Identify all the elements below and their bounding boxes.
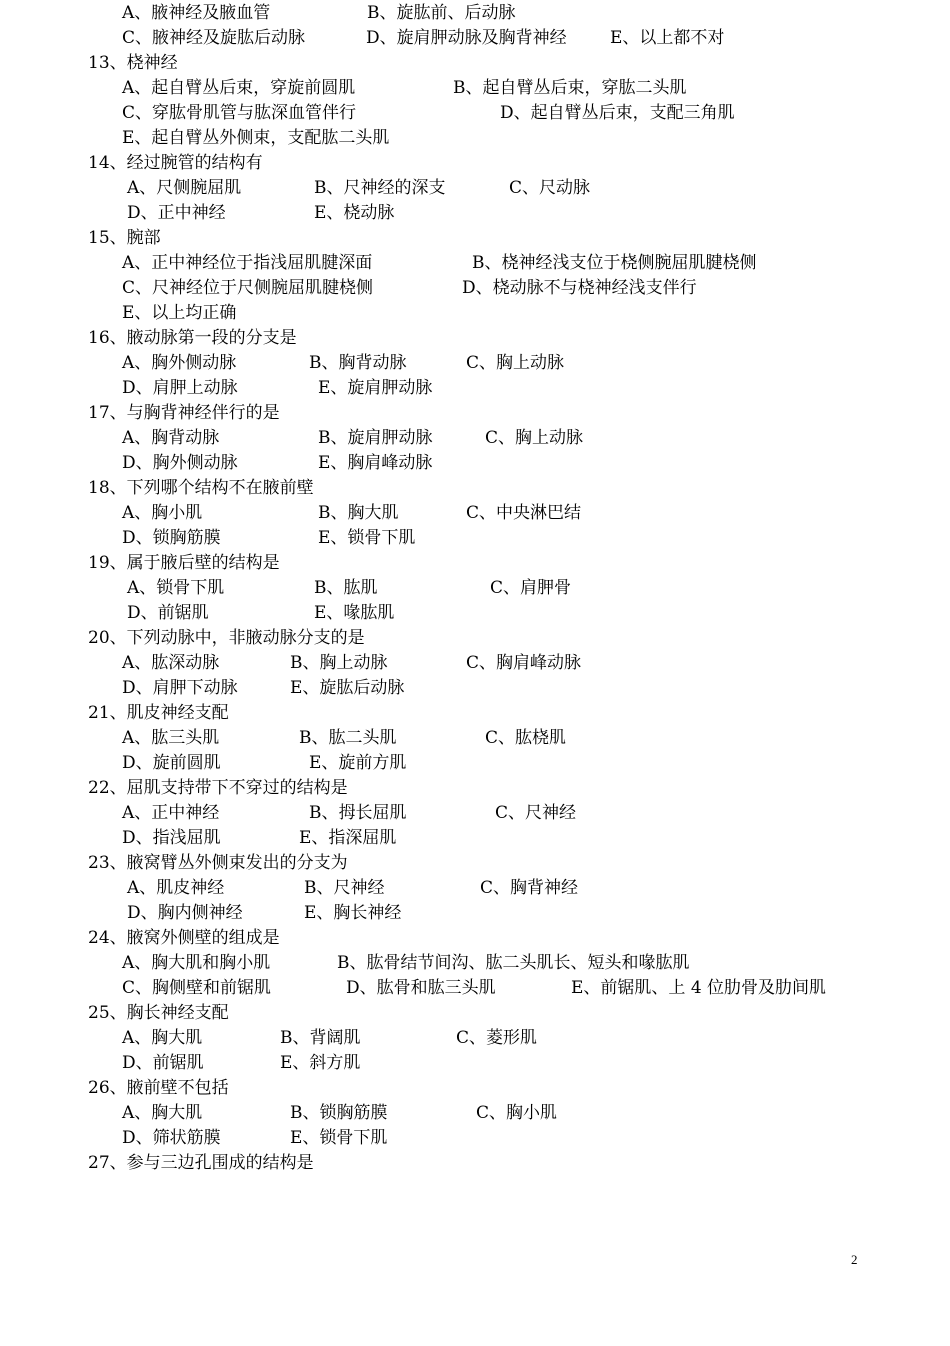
option: C、腋神经及旋肱后动脉 xyxy=(122,28,306,48)
option-line xyxy=(0,876,950,901)
option: A、起自臂丛后束，穿旋前圆肌 xyxy=(122,78,356,98)
option: D、正中神经 xyxy=(127,203,226,223)
option: C、菱形肌 xyxy=(456,1028,538,1048)
option-line xyxy=(0,751,950,776)
question-18-title: 18、下列哪个结构不在腋前壁 xyxy=(88,478,314,498)
question-21-title: 21、肌皮神经支配 xyxy=(88,703,229,723)
option-line xyxy=(0,676,950,701)
option: B、背阔肌 xyxy=(280,1028,361,1048)
option-line xyxy=(0,501,950,526)
option: A、肱三头肌 xyxy=(122,728,220,748)
option: D、胸外侧动脉 xyxy=(122,453,238,473)
option: C、中央淋巴结 xyxy=(466,503,582,523)
option: B、肱肌 xyxy=(314,578,378,598)
option-line xyxy=(0,1126,950,1151)
option-line xyxy=(0,351,950,376)
question-23-title: 23、腋窝臂丛外侧束发出的分支为 xyxy=(88,853,348,873)
option: B、旋肱前、后动脉 xyxy=(367,3,516,23)
option: D、锁胸筋膜 xyxy=(122,528,221,548)
question-title xyxy=(0,926,950,951)
question-25-title: 25、胸长神经支配 xyxy=(88,1003,229,1023)
option: D、桡动脉不与桡神经浅支伴行 xyxy=(462,278,697,298)
option: D、前锯肌 xyxy=(122,1053,204,1073)
option: B、拇长屈肌 xyxy=(309,803,407,823)
option: C、胸背神经 xyxy=(480,878,579,898)
option: E、旋肩胛动脉 xyxy=(318,378,433,398)
option-line xyxy=(0,76,950,101)
question-title xyxy=(0,776,950,801)
option: B、胸上动脉 xyxy=(290,653,388,673)
option: B、起自臂丛后束，穿肱二头肌 xyxy=(453,78,687,98)
question-19-title: 19、属于腋后壁的结构是 xyxy=(88,553,280,573)
option: A、胸大肌 xyxy=(122,1103,203,1123)
option-line xyxy=(0,826,950,851)
option: D、前锯肌 xyxy=(127,603,209,623)
option: E、锁骨下肌 xyxy=(318,528,416,548)
option: A、胸背动脉 xyxy=(122,428,220,448)
question-title xyxy=(0,151,950,176)
option: C、尺动脉 xyxy=(509,178,591,198)
option-line xyxy=(0,451,950,476)
option: A、锁骨下肌 xyxy=(127,578,225,598)
option: E、胸肩峰动脉 xyxy=(318,453,433,473)
question-title xyxy=(0,626,950,651)
question-24-title: 24、腋窝外侧壁的组成是 xyxy=(88,928,280,948)
option: B、肱骨结节间沟、肱二头肌长、短头和喙肱肌 xyxy=(337,953,690,973)
question-16-title: 16、腋动脉第一段的分支是 xyxy=(88,328,297,348)
question-title xyxy=(0,1151,950,1176)
option-line xyxy=(0,176,950,201)
question-17-title: 17、与胸背神经伴行的是 xyxy=(88,403,280,423)
option: C、胸小肌 xyxy=(476,1103,558,1123)
question-title xyxy=(0,476,950,501)
option-line xyxy=(0,276,950,301)
option-line xyxy=(0,526,950,551)
option: E、以上均正确 xyxy=(122,303,237,323)
option: C、穿肱骨肌管与肱深血管伴行 xyxy=(122,103,357,123)
option-line xyxy=(0,1026,950,1051)
question-title xyxy=(0,701,950,726)
option: E、旋肱后动脉 xyxy=(290,678,405,698)
option: A、胸外侧动脉 xyxy=(122,353,237,373)
option: A、腋神经及腋血管 xyxy=(122,3,271,23)
option: D、起自臂丛后束，支配三角肌 xyxy=(500,103,735,123)
option: D、指浅屈肌 xyxy=(122,828,221,848)
option: C、胸上动脉 xyxy=(466,353,565,373)
option: E、旋前方肌 xyxy=(309,753,407,773)
option-line xyxy=(0,951,950,976)
option: E、斜方肌 xyxy=(280,1053,361,1073)
option: A、胸大肌 xyxy=(122,1028,203,1048)
option: C、肩胛骨 xyxy=(490,578,572,598)
option: D、旋肩胛动脉及胸背神经 xyxy=(366,28,567,48)
question-14-title: 14、经过腕管的结构有 xyxy=(88,153,263,173)
option: B、锁胸筋膜 xyxy=(290,1103,388,1123)
option: E、前锯肌、上 4 位肋骨及肋间肌 xyxy=(571,978,827,998)
question-title xyxy=(0,1001,950,1026)
option: E、锁骨下肌 xyxy=(290,1128,388,1148)
question-title xyxy=(0,51,950,76)
option: C、肱桡肌 xyxy=(485,728,567,748)
option: C、胸侧壁和前锯肌 xyxy=(122,978,272,998)
option: D、筛状筋膜 xyxy=(122,1128,221,1148)
question-title xyxy=(0,1076,950,1101)
option: B、肱二头肌 xyxy=(299,728,397,748)
option-line xyxy=(0,1,950,26)
option-line xyxy=(0,601,950,626)
question-20-title: 20、下列动脉中，非腋动脉分支的是 xyxy=(88,628,365,648)
option: A、肱深动脉 xyxy=(122,653,220,673)
page-number: 2 xyxy=(851,1252,858,1267)
option: D、肱骨和肱三头肌 xyxy=(346,978,496,998)
option: C、胸上动脉 xyxy=(485,428,584,448)
question-27-title: 27、参与三边孔围成的结构是 xyxy=(88,1153,314,1173)
option-line xyxy=(0,26,950,51)
option-line xyxy=(0,976,950,1001)
option-line xyxy=(0,426,950,451)
option-line xyxy=(0,801,950,826)
option: B、胸背动脉 xyxy=(309,353,407,373)
option-line xyxy=(0,301,950,326)
question-22-title: 22、屈肌支持带下不穿过的结构是 xyxy=(88,778,348,798)
option: E、起自臂丛外侧束，支配肱二头肌 xyxy=(122,128,390,148)
option: D、肩胛上动脉 xyxy=(122,378,238,398)
option: E、桡动脉 xyxy=(314,203,395,223)
option: B、尺神经的深支 xyxy=(314,178,446,198)
option: D、旋前圆肌 xyxy=(122,753,221,773)
option-line xyxy=(0,101,950,126)
option-line xyxy=(0,1051,950,1076)
option: A、正中神经位于指浅屈肌腱深面 xyxy=(122,253,373,273)
option: A、胸大肌和胸小肌 xyxy=(122,953,271,973)
option-line xyxy=(0,251,950,276)
option: E、指深屈肌 xyxy=(299,828,397,848)
option: B、旋肩胛动脉 xyxy=(318,428,433,448)
question-title xyxy=(0,401,950,426)
option: E、以上都不对 xyxy=(610,28,725,48)
option-line xyxy=(0,1101,950,1126)
option: D、胸内侧神经 xyxy=(127,903,243,923)
option-line xyxy=(0,376,950,401)
option: C、尺神经位于尺侧腕屈肌腱桡侧 xyxy=(122,278,374,298)
option: C、胸肩峰动脉 xyxy=(466,653,582,673)
question-title xyxy=(0,326,950,351)
option-line xyxy=(0,126,950,151)
question-title xyxy=(0,851,950,876)
option: D、肩胛下动脉 xyxy=(122,678,238,698)
question-13-title: 13、桡神经 xyxy=(88,53,178,73)
question-title xyxy=(0,226,950,251)
option-line xyxy=(0,901,950,926)
option: A、正中神经 xyxy=(122,803,220,823)
option: E、喙肱肌 xyxy=(314,603,395,623)
question-15-title: 15、腕部 xyxy=(88,228,161,248)
option: A、胸小肌 xyxy=(122,503,203,523)
option: B、尺神经 xyxy=(304,878,385,898)
question-title xyxy=(0,551,950,576)
option: E、胸长神经 xyxy=(304,903,402,923)
option-line xyxy=(0,201,950,226)
option: C、尺神经 xyxy=(495,803,577,823)
option: A、肌皮神经 xyxy=(127,878,225,898)
option: B、胸大肌 xyxy=(318,503,399,523)
option-line xyxy=(0,726,950,751)
option: A、尺侧腕屈肌 xyxy=(127,178,242,198)
option-line xyxy=(0,651,950,676)
option-line xyxy=(0,576,950,601)
question-26-title: 26、腋前壁不包括 xyxy=(88,1078,229,1098)
option: B、桡神经浅支位于桡侧腕屈肌腱桡侧 xyxy=(472,253,757,273)
